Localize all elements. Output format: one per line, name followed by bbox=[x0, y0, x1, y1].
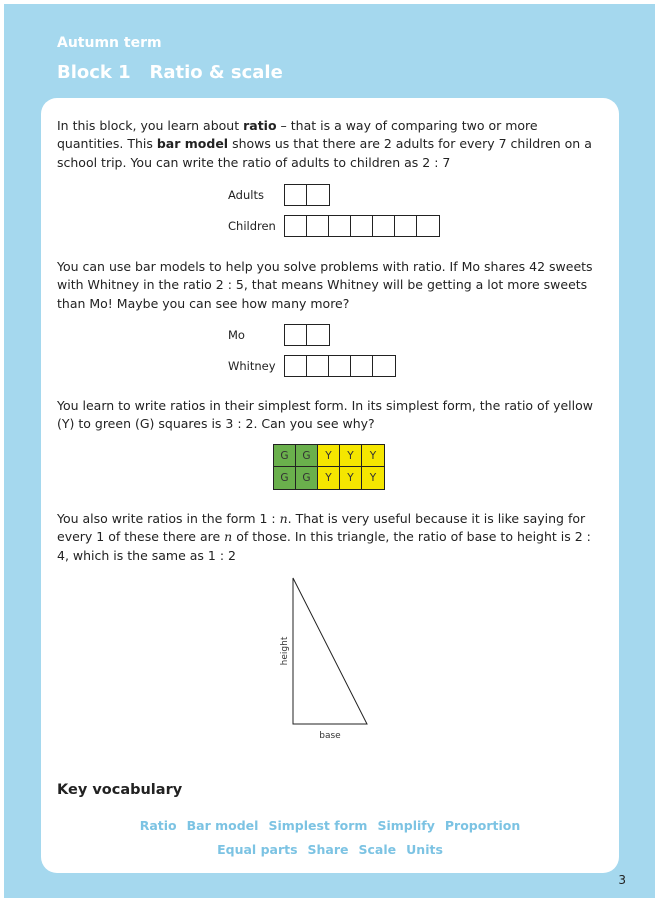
block-name: Ratio & scale bbox=[149, 62, 283, 83]
bar-cell bbox=[285, 216, 307, 236]
term-label: Autumn term bbox=[57, 35, 162, 51]
bar-whitney bbox=[284, 355, 396, 377]
triangle-diagram bbox=[267, 568, 387, 748]
bar-mo bbox=[284, 324, 330, 346]
vocabulary-word: Bar model bbox=[186, 818, 259, 833]
paragraph-simplest-form: You learn to write ratios in their simplest form. In its simplest form, the ratio of yellow (Y) to green (G) squares is 3 : 2. Can you see why? bbox=[57, 398, 593, 432]
math-n: n bbox=[279, 511, 288, 526]
bar-cell bbox=[373, 356, 395, 376]
para4-text-1: You also write ratios in the form 1 : bbox=[57, 511, 280, 526]
bar-cell bbox=[417, 216, 439, 236]
bar-cell bbox=[351, 356, 373, 376]
bar-cell bbox=[329, 356, 351, 376]
bar-cell bbox=[285, 356, 307, 376]
vocabulary-word: Share bbox=[307, 842, 349, 857]
yellow-square: Y bbox=[318, 467, 340, 489]
vocabulary-word: Simplest form bbox=[268, 818, 368, 833]
bar-cell bbox=[329, 216, 351, 236]
bar-label-whitney: Whitney bbox=[228, 359, 276, 373]
bar-label-adults: Adults bbox=[228, 188, 264, 202]
bar-cell bbox=[351, 216, 373, 236]
bar-label-children: Children bbox=[228, 219, 276, 233]
vocabulary-row-1 bbox=[41, 818, 619, 833]
intro-paragraph bbox=[57, 117, 603, 172]
bar-cell bbox=[373, 216, 395, 236]
paragraph-mo-whitney: You can use bar models to help you solve problems with ratio. If Mo shares 42 sweets with Whitney in the ratio 2 : 5, that means Whitney will be getting a lot more sweets than Mo! Maybe you can see how many more? bbox=[57, 259, 593, 311]
vocabulary-word: Units bbox=[406, 842, 443, 857]
green-square: G bbox=[274, 467, 296, 489]
para4-text-2: . That is very useful because it is like saying for every 1 of these there are bbox=[57, 511, 586, 545]
math-n: n bbox=[224, 529, 233, 545]
intro-bold-bar-model: bar model bbox=[156, 136, 229, 152]
intro-text-1: In this block, you learn about bbox=[57, 118, 244, 133]
block-title bbox=[57, 62, 283, 83]
block-number: Block 1 bbox=[57, 62, 131, 83]
yellow-square: Y bbox=[362, 445, 384, 467]
bar-cell bbox=[307, 325, 329, 345]
ratio-grid bbox=[273, 444, 385, 490]
bar-children bbox=[284, 215, 440, 237]
green-square: G bbox=[274, 445, 296, 467]
yellow-square: Y bbox=[340, 445, 362, 467]
vocabulary-word: Equal parts bbox=[217, 842, 298, 857]
bar-cell bbox=[395, 216, 417, 236]
vocabulary-word: Scale bbox=[358, 842, 397, 857]
bar-cell bbox=[307, 216, 329, 236]
triangle-height-label: height bbox=[280, 636, 290, 666]
para4-text-3: of those. In this triangle, the ratio of base to height is 2 : 4, which is the same as 1 : 2 bbox=[57, 529, 591, 563]
intro-text-2: – that is a way of comparing two or more quantities. This bbox=[57, 118, 538, 152]
bar-cell bbox=[285, 325, 307, 345]
bar-label-mo: Mo bbox=[228, 328, 245, 342]
yellow-square: Y bbox=[318, 445, 340, 467]
green-square: G bbox=[296, 445, 318, 467]
bar-cell bbox=[285, 185, 307, 205]
yellow-square: Y bbox=[340, 467, 362, 489]
bar-cell bbox=[307, 185, 329, 205]
vocabulary-row-2 bbox=[41, 842, 619, 857]
vocabulary-title: Key vocabulary bbox=[57, 782, 183, 798]
triangle-shape bbox=[293, 578, 367, 724]
content-card bbox=[41, 98, 619, 873]
vocabulary-word: Proportion bbox=[444, 818, 521, 833]
bar-cell bbox=[307, 356, 329, 376]
intro-bold-ratio: ratio bbox=[243, 118, 277, 133]
intro-text-3: shows us that there are 2 adults for every 7 children on a school trip. You can write the ratio of adults to children as 2 : 7 bbox=[57, 136, 592, 170]
paragraph-1-to-n bbox=[57, 510, 603, 565]
green-square: G bbox=[296, 467, 318, 489]
yellow-square: Y bbox=[362, 467, 384, 489]
vocabulary-word: Ratio bbox=[139, 818, 177, 833]
page-number: 3 bbox=[618, 873, 626, 887]
vocabulary-word: Simplify bbox=[377, 818, 435, 833]
bar-adults bbox=[284, 184, 330, 206]
triangle-base-label: base bbox=[319, 731, 341, 741]
